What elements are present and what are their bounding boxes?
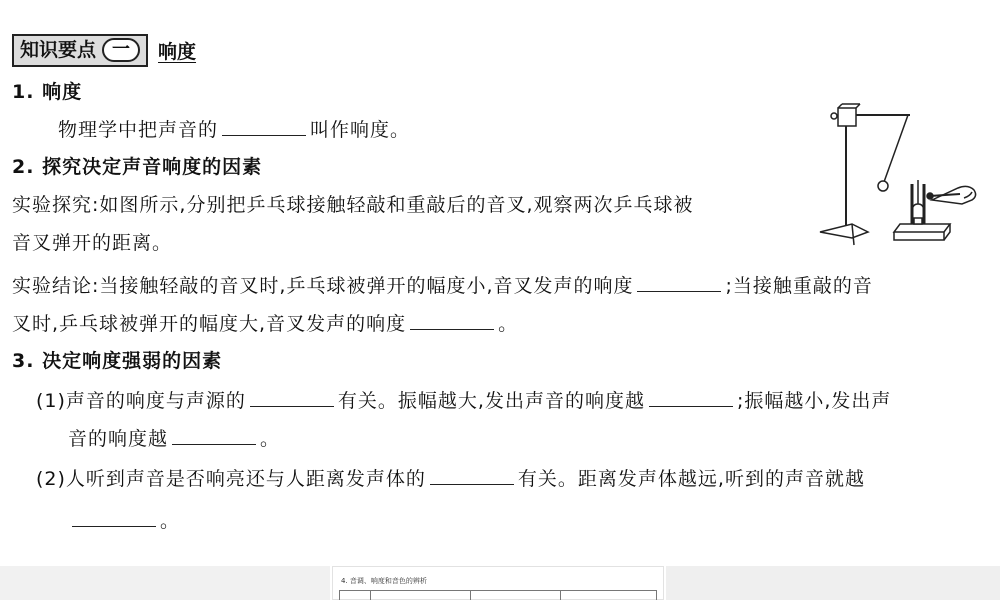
item2-number: 2. [12, 156, 35, 178]
section-title: 响度 [158, 41, 197, 63]
tuning-fork-experiment-figure [812, 100, 992, 250]
item3-heading-line [12, 349, 222, 373]
item1-text-before: 物理学中把声音的 [58, 119, 219, 141]
answer-blank[interactable] [222, 117, 306, 136]
item1-heading: 响度 [42, 81, 83, 103]
experiment-line-1: 实验探究:如图所示,分别把乒乓球接触轻敲和重敲后的音叉,观察两次乒乓球被 [12, 194, 694, 216]
conclusion-text-c: 叉时,乒乓球被弹开的幅度大,音叉发声的响度 [12, 313, 407, 335]
experiment-line-2: 音叉弹开的距离。 [12, 232, 173, 254]
answer-blank[interactable] [637, 273, 721, 292]
answer-blank[interactable] [172, 426, 256, 445]
answer-blank[interactable] [250, 388, 334, 407]
section-tag [12, 34, 148, 67]
item3-heading: 决定响度强弱的因素 [42, 350, 223, 372]
part1-text-a: (1)声音的响度与声源的 [36, 390, 246, 412]
item3-part2-line-1 [36, 466, 865, 491]
answer-blank[interactable] [649, 388, 733, 407]
section-heading [12, 34, 196, 67]
thumbnail-next-page[interactable] [332, 566, 664, 600]
answer-blank[interactable] [410, 311, 494, 330]
thumbnail-title: 4. 音调、响度和音色的辨析 [341, 577, 427, 585]
thumbnail-right[interactable] [666, 566, 1000, 600]
part2-text-b: 有关。距离发声体越远,听到的声音就越 [517, 468, 865, 490]
thumbnail-left[interactable] [0, 566, 330, 600]
conclusion-text-b: ;当接触重敲的音 [725, 275, 873, 297]
section-tag-label: 知识要点 [20, 39, 97, 61]
item1-definition-line [58, 117, 410, 142]
conclusion-line-2 [12, 311, 518, 336]
part1-text-c: ;振幅越小,发出声 [736, 390, 892, 412]
part1-text-b: 有关。振幅越大,发出声音的响度越 [337, 390, 645, 412]
conclusion-text-d: 。 [498, 313, 519, 335]
thumbnail-table [339, 590, 657, 600]
conclusion-line-1 [12, 273, 873, 298]
item3-part2-line-2 [68, 508, 180, 533]
part2-text-a: (2)人听到声音是否响亮还与人距离发声体的 [36, 468, 426, 490]
item3-part1-line-2 [68, 426, 280, 451]
item2-heading-line [12, 155, 262, 179]
item3-number: 3. [12, 350, 35, 372]
part1-text-e: 。 [260, 428, 281, 450]
part1-text-d: 音的响度越 [68, 428, 169, 450]
answer-blank[interactable] [430, 466, 514, 485]
item1-text-after: 叫作响度。 [310, 119, 411, 141]
item1-heading-line [12, 80, 82, 104]
section-tag-number: 一 [102, 38, 140, 62]
part2-text-c: 。 [160, 510, 181, 532]
page-thumbnail-strip [0, 566, 1000, 600]
answer-blank[interactable] [72, 508, 156, 527]
item2-heading: 探究决定声音响度的因素 [42, 156, 263, 178]
conclusion-text-a: 实验结论:当接触轻敲的音叉时,乒乓球被弹开的幅度小,音叉发声的响度 [12, 275, 634, 297]
item1-number: 1. [12, 81, 35, 103]
item3-part1-line-1 [36, 388, 891, 413]
